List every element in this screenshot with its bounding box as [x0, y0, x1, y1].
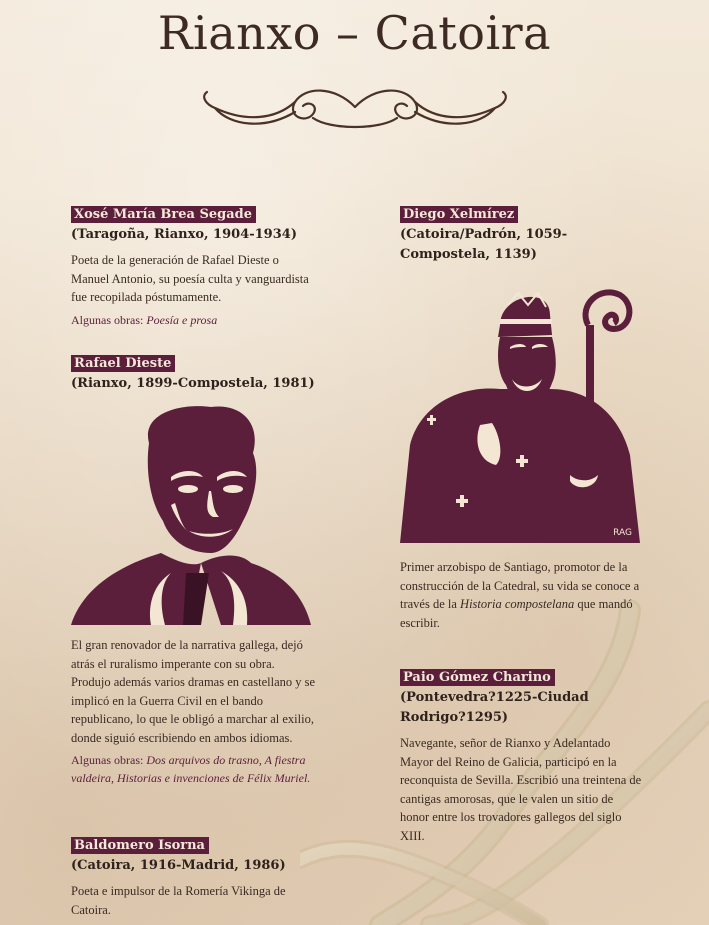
bio-dates: (Taragoña, Rianxo, 1904-1934) — [71, 227, 297, 242]
bio-rafael-dieste — [71, 352, 321, 394]
bio-dates: (Rianxo, 1899-Compostela, 1981) — [71, 376, 315, 391]
bio-body — [400, 558, 650, 632]
bio-name: Xosé María Brea Segade — [71, 206, 256, 223]
bio-works — [71, 311, 311, 329]
rafael-dieste-portrait — [71, 403, 311, 625]
bio-name: Baldomero Isorna — [71, 837, 209, 854]
bio-paio-gomez-charino — [400, 666, 645, 845]
bio-baldomero-isorna — [71, 834, 321, 919]
works-titles: Dos arquivos do trasno, A fiestra valdeira, Historias e invenciones de Félix Muriel. — [71, 753, 311, 785]
bio-dates: (Catoira/Padrón, 1059-Compostela, 1139) — [400, 227, 568, 262]
bio-body-title: Historia compostelana — [460, 597, 575, 611]
bio-works — [71, 751, 316, 787]
works-titles: Poesía e prosa — [146, 312, 218, 327]
bio-body: El gran renovador de la narrativa gallega, dejó atrás el ruralismo imperante con su obra. Produjo además varios dramas en castellano y se implicó en la Guerra Civil en el bando republicano, lo que le obligó a marchar al exilio, donde siguió escribiendo en ambos idiomas. — [71, 638, 316, 745]
page-title: Rianxo – Catoira — [157, 6, 552, 60]
bio-rafael-dieste-text — [71, 636, 316, 787]
works-label: Algunas obras: — [71, 753, 144, 767]
bio-name: Paio Gómez Charino — [400, 669, 555, 686]
bio-body: Poeta e impulsor de la Romería Vikinga de Catoira. — [71, 884, 286, 917]
bio-brea-segade — [71, 203, 311, 329]
ornamental-flourish-icon — [195, 78, 515, 136]
bio-body-end: que mandó escribir. — [400, 597, 633, 630]
bio-diego-xelmirez — [400, 203, 590, 265]
bio-body: Navegante, señor de Rianxo y Adelantado Mayor del Reino de Galicia, participó en la reconquista de Sevilla. Escribió una treintena de cantigas amorosas, que le valen un sitio de honor entre los trovadores gallegos del siglo XIII. — [400, 736, 642, 843]
bio-diego-xelmirez-text — [400, 558, 650, 632]
bio-dates: (Pontevedra?1225-Ciudad Rodrigo?1295) — [400, 690, 589, 725]
portrait-signature: RAG — [613, 528, 632, 538]
works-label: Algunas obras: — [71, 312, 144, 327]
diego-xelmirez-portrait — [400, 285, 640, 543]
bio-name: Rafael Dieste — [71, 355, 175, 372]
bio-dates: (Catoira, 1916-Madrid, 1986) — [71, 858, 286, 873]
bio-body: Poeta de la generación de Rafael Dieste o Manuel Antonio, su poesía culta y vanguardista fue recopilada póstumamente. — [71, 253, 309, 304]
bio-body-start: Primer arzobispo de Santiago, promotor de la construcción de la Catedral, su vida se conoce a través de la — [400, 560, 640, 611]
bio-name: Diego Xelmírez — [400, 206, 518, 223]
